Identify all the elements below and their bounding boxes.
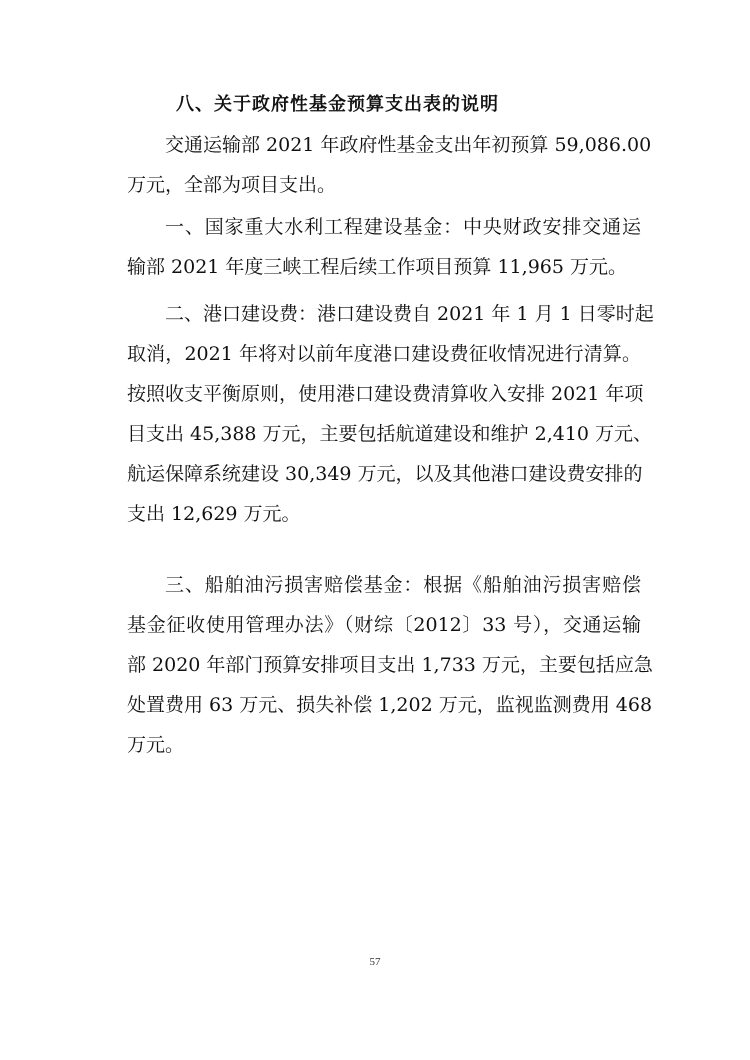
paragraph-line: 处置费用 63 万元、损失补偿 1,202 万元，监视监测费用 468: [127, 694, 653, 716]
paragraph-oil-pollution-fund: [127, 565, 653, 765]
paragraph-total-budget: [127, 125, 652, 205]
paragraph-line: 交通运输部 2021 年政府性基金支出年初预算 59,086.00: [165, 134, 652, 156]
paragraph-line: 万元。: [127, 734, 185, 756]
paragraph-line: 取消，2021 年将对以前年度港口建设费征收情况进行清算。: [127, 343, 641, 365]
paragraph-line: 一、国家重大水利工程建设基金：中央财政安排交通运: [165, 216, 641, 238]
paragraph-line: 万元，全部为项目支出。: [127, 174, 337, 196]
paragraph-line: 二、港口建设费：港口建设费自 2021 年 1 月 1 日零时起: [165, 303, 654, 325]
paragraph-water-conservancy-fund: [127, 207, 641, 287]
paragraph-line: 支出 12,629 万元。: [127, 503, 301, 525]
paragraph-line: 部 2020 年部门预算安排项目支出 1,733 万元，主要包括应急: [127, 654, 653, 676]
paragraph-port-construction-fee: [127, 294, 654, 534]
paragraph-line: 航运保障系统建设 30,349 万元，以及其他港口建设费安排的: [127, 463, 643, 485]
page-number: 57: [369, 956, 381, 968]
paragraph-line: 目支出 45,388 万元，主要包括航道建设和维护 2,410 万元、: [127, 423, 653, 445]
paragraph-line: 基金征收使用管理办法》（财综〔2012〕33 号），交通运输: [127, 614, 641, 636]
section-title: 八、关于政府性基金预算支出表的说明: [176, 94, 499, 115]
paragraph-line: 三、船舶油污损害赔偿基金：根据《船舶油污损害赔偿: [165, 574, 641, 596]
paragraph-line: 按照收支平衡原则，使用港口建设费清算收入安排 2021 年项: [127, 383, 644, 405]
paragraph-line: 输部 2021 年度三峡工程后续工作项目预算 11,965 万元。: [127, 256, 627, 278]
